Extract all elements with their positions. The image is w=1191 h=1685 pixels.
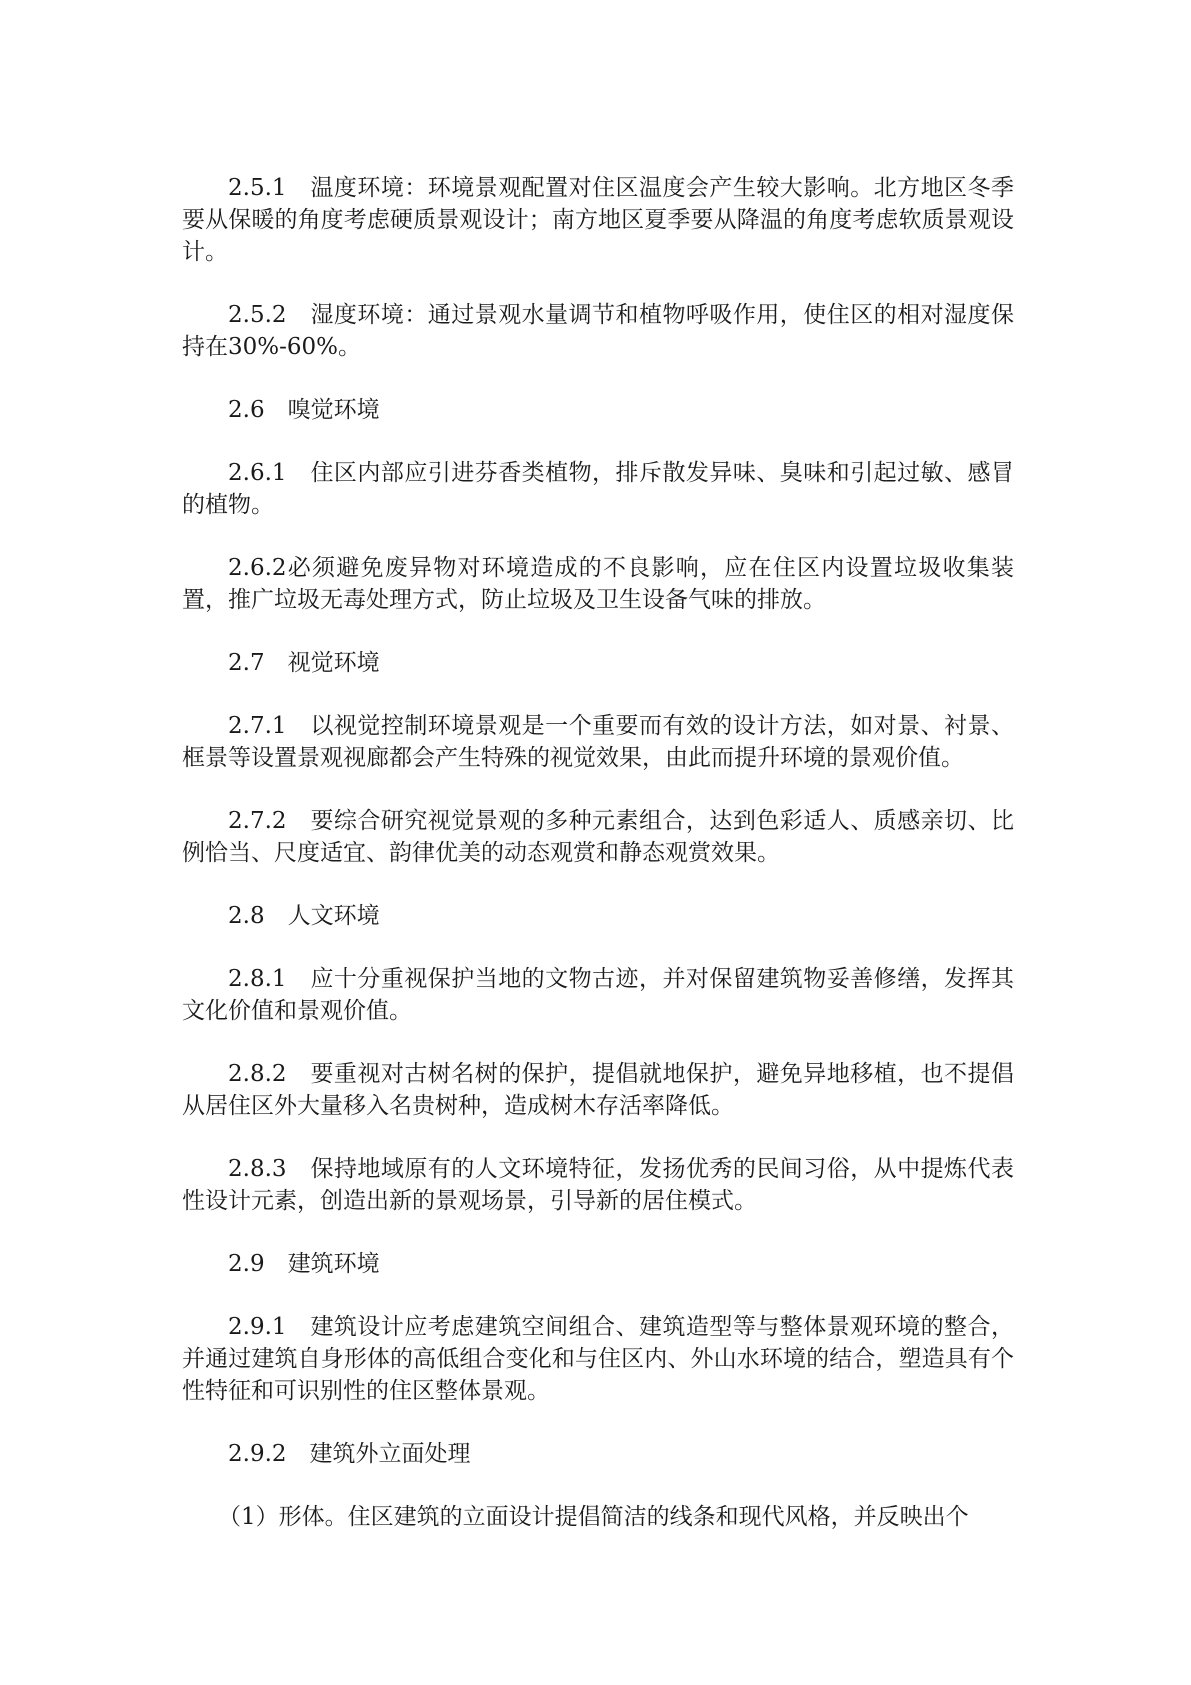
paragraph-2-5-1: 2.5.1 温度环境：环境景观配置对住区温度会产生较大影响。北方地区冬季要从保暖的角度考虑硬质景观设计；南方地区夏季要从降温的角度考虑软质景观设计。 <box>182 175 1014 265</box>
paragraph-2-5-2: 2.5.2 湿度环境：通过景观水量调节和植物呼吸作用，使住区的相对湿度保持在30%-60%。 <box>182 302 1014 360</box>
paragraph-2-8-1: 2.8.1 应十分重视保护当地的文物古迹，并对保留建筑物妥善修缮，发挥其文化价值和景观价值。 <box>182 966 1014 1024</box>
heading-2-7: 2.7 视觉环境 <box>228 650 380 676</box>
heading-2-6: 2.6 嗅觉环境 <box>228 397 380 423</box>
paragraph-2-6-2: 2.6.2必须避免废异物对环境造成的不良影响，应在住区内设置垃圾收集装置，推广垃圾无毒处理方式，防止垃圾及卫生设备气味的排放。 <box>182 555 1014 613</box>
paragraph-2-8-2: 2.8.2 要重视对古树名树的保护，提倡就地保护，避免异地移植，也不提倡从居住区外大量移入名贵树种，造成树木存活率降低。 <box>182 1061 1014 1119</box>
document-page <box>182 172 1014 1533</box>
paragraph-2-7-2: 2.7.2 要综合研究视觉景观的多种元素组合，达到色彩适人、质感亲切、比例恰当、尺度适宜、韵律优美的动态观赏和静态观赏效果。 <box>182 808 1014 866</box>
paragraph-form: （1）形体。住区建筑的立面设计提倡简洁的线条和现代风格，并反映出个 <box>218 1504 969 1530</box>
paragraph-2-8-3: 2.8.3 保持地域原有的人文环境特征，发扬优秀的民间习俗，从中提炼代表性设计元素，创造出新的景观场景，引导新的居住模式。 <box>182 1156 1014 1214</box>
heading-2-9: 2.9 建筑环境 <box>228 1251 380 1277</box>
heading-2-9-2: 2.9.2 建筑外立面处理 <box>228 1441 471 1467</box>
paragraph-2-9-1: 2.9.1 建筑设计应考虑建筑空间组合、建筑造型等与整体景观环境的整合，并通过建筑自身形体的高低组合变化和与住区内、外山水环境的结合，塑造具有个性特征和可识别性的住区整体景观。 <box>182 1314 1014 1404</box>
paragraph-2-6-1: 2.6.1 住区内部应引进芬香类植物，排斥散发异味、臭味和引起过敏、感冒的植物。 <box>182 460 1014 518</box>
heading-2-8: 2.8 人文环境 <box>228 903 380 929</box>
paragraph-2-7-1: 2.7.1 以视觉控制环境景观是一个重要而有效的设计方法，如对景、衬景、框景等设置景观视廊都会产生特殊的视觉效果，由此而提升环境的景观价值。 <box>182 713 1014 771</box>
